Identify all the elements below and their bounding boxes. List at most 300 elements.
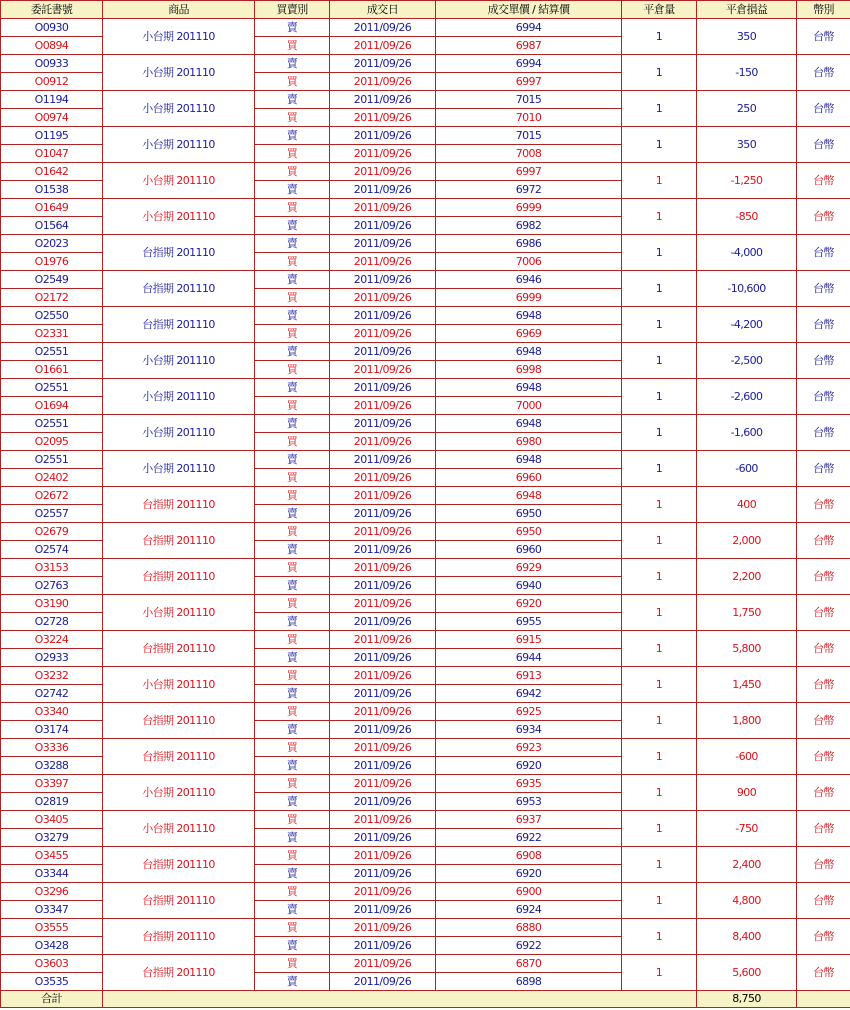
trade-date-cell: 2011/09/26	[330, 325, 436, 343]
product-cell: 小台期 201110	[103, 595, 255, 631]
order-no-cell: O2557	[1, 505, 103, 523]
side-cell: 買	[255, 631, 330, 649]
order-no-cell: O2551	[1, 343, 103, 361]
pnl-cell: -2,600	[697, 379, 797, 415]
side-cell: 賣	[255, 865, 330, 883]
product-cell: 台指期 201110	[103, 919, 255, 955]
order-no-cell: O1642	[1, 163, 103, 181]
pnl-cell: 900	[697, 775, 797, 811]
trade-date-cell: 2011/09/26	[330, 415, 436, 433]
order-no-cell: O3153	[1, 559, 103, 577]
pnl-cell: -4,000	[697, 235, 797, 271]
currency-cell: 台幣	[797, 811, 850, 847]
trade-date-cell: 2011/09/26	[330, 559, 436, 577]
trade-date-cell: 2011/09/26	[330, 937, 436, 955]
price-cell: 6898	[436, 973, 622, 991]
table-row	[1, 703, 850, 721]
table-row	[1, 127, 850, 145]
order-no-cell: O0974	[1, 109, 103, 127]
product-cell: 小台期 201110	[103, 451, 255, 487]
trade-date-cell: 2011/09/26	[330, 973, 436, 991]
table-row	[1, 559, 850, 577]
order-no-cell: O2763	[1, 577, 103, 595]
table-row	[1, 379, 850, 397]
product-cell: 台指期 201110	[103, 487, 255, 523]
currency-cell: 台幣	[797, 127, 850, 163]
side-cell: 買	[255, 361, 330, 379]
qty-cell: 1	[622, 811, 697, 847]
price-cell: 6900	[436, 883, 622, 901]
side-cell: 賣	[255, 451, 330, 469]
side-cell: 賣	[255, 127, 330, 145]
pnl-cell: -2,500	[697, 343, 797, 379]
price-cell: 6922	[436, 937, 622, 955]
trade-date-cell: 2011/09/26	[330, 271, 436, 289]
order-no-cell: O2331	[1, 325, 103, 343]
price-cell: 6998	[436, 361, 622, 379]
table-row	[1, 919, 850, 937]
order-no-cell: O2819	[1, 793, 103, 811]
qty-cell: 1	[622, 883, 697, 919]
price-cell: 6920	[436, 595, 622, 613]
table-row	[1, 91, 850, 109]
qty-cell: 1	[622, 415, 697, 451]
side-cell: 賣	[255, 685, 330, 703]
side-cell: 賣	[255, 577, 330, 595]
product-cell: 台指期 201110	[103, 739, 255, 775]
trade-date-cell: 2011/09/26	[330, 919, 436, 937]
table-row	[1, 595, 850, 613]
price-cell: 6948	[436, 451, 622, 469]
trade-date-cell: 2011/09/26	[330, 145, 436, 163]
trade-date-cell: 2011/09/26	[330, 829, 436, 847]
total-pnl: 8,750	[697, 991, 797, 1008]
side-cell: 買	[255, 199, 330, 217]
table-row	[1, 955, 850, 973]
price-cell: 6923	[436, 739, 622, 757]
currency-cell: 台幣	[797, 19, 850, 55]
pnl-cell: 250	[697, 91, 797, 127]
trade-date-cell: 2011/09/26	[330, 19, 436, 37]
trade-date-cell: 2011/09/26	[330, 667, 436, 685]
order-no-cell: O0930	[1, 19, 103, 37]
price-cell: 6920	[436, 757, 622, 775]
order-no-cell: O2549	[1, 271, 103, 289]
price-cell: 6934	[436, 721, 622, 739]
price-cell: 6994	[436, 55, 622, 73]
side-cell: 買	[255, 73, 330, 91]
side-cell: 買	[255, 739, 330, 757]
trade-date-cell: 2011/09/26	[330, 451, 436, 469]
price-cell: 6935	[436, 775, 622, 793]
price-cell: 7015	[436, 127, 622, 145]
price-cell: 6948	[436, 415, 622, 433]
header-order-no: 委託書號	[1, 1, 103, 19]
pnl-cell: 4,800	[697, 883, 797, 919]
product-cell: 台指期 201110	[103, 703, 255, 739]
price-cell: 6982	[436, 217, 622, 235]
side-cell: 賣	[255, 379, 330, 397]
pnl-cell: -150	[697, 55, 797, 91]
order-no-cell: O3428	[1, 937, 103, 955]
order-no-cell: O2172	[1, 289, 103, 307]
currency-cell: 台幣	[797, 235, 850, 271]
order-no-cell: O2742	[1, 685, 103, 703]
currency-cell: 台幣	[797, 55, 850, 91]
qty-cell: 1	[622, 379, 697, 415]
pnl-cell: -600	[697, 451, 797, 487]
currency-cell: 台幣	[797, 667, 850, 703]
qty-cell: 1	[622, 955, 697, 991]
side-cell: 買	[255, 37, 330, 55]
qty-cell: 1	[622, 163, 697, 199]
header-side: 買賣別	[255, 1, 330, 19]
trade-date-cell: 2011/09/26	[330, 595, 436, 613]
price-cell: 6915	[436, 631, 622, 649]
order-no-cell: O0912	[1, 73, 103, 91]
table-row	[1, 739, 850, 757]
side-cell: 買	[255, 883, 330, 901]
currency-cell: 台幣	[797, 883, 850, 919]
order-no-cell: O2550	[1, 307, 103, 325]
price-cell: 6980	[436, 433, 622, 451]
total-spacer	[103, 991, 697, 1008]
side-cell: 賣	[255, 55, 330, 73]
order-no-cell: O2023	[1, 235, 103, 253]
side-cell: 賣	[255, 757, 330, 775]
product-cell: 小台期 201110	[103, 19, 255, 55]
table-header-row	[1, 1, 850, 19]
trade-date-cell: 2011/09/26	[330, 289, 436, 307]
order-no-cell: O3347	[1, 901, 103, 919]
qty-cell: 1	[622, 487, 697, 523]
currency-cell: 台幣	[797, 703, 850, 739]
qty-cell: 1	[622, 775, 697, 811]
pnl-cell: 1,750	[697, 595, 797, 631]
currency-cell: 台幣	[797, 487, 850, 523]
trade-date-cell: 2011/09/26	[330, 505, 436, 523]
trade-date-cell: 2011/09/26	[330, 955, 436, 973]
side-cell: 賣	[255, 343, 330, 361]
table-row	[1, 235, 850, 253]
price-cell: 6924	[436, 901, 622, 919]
total-currency-spacer	[797, 991, 850, 1008]
currency-cell: 台幣	[797, 163, 850, 199]
trade-date-cell: 2011/09/26	[330, 487, 436, 505]
side-cell: 買	[255, 163, 330, 181]
order-no-cell: O3397	[1, 775, 103, 793]
order-no-cell: O3340	[1, 703, 103, 721]
order-no-cell: O3174	[1, 721, 103, 739]
qty-cell: 1	[622, 847, 697, 883]
price-cell: 6948	[436, 307, 622, 325]
order-no-cell: O2574	[1, 541, 103, 559]
trade-date-cell: 2011/09/26	[330, 199, 436, 217]
price-cell: 6948	[436, 343, 622, 361]
side-cell: 買	[255, 919, 330, 937]
qty-cell: 1	[622, 739, 697, 775]
order-no-cell: O3336	[1, 739, 103, 757]
table-row	[1, 343, 850, 361]
product-cell: 小台期 201110	[103, 379, 255, 415]
trade-date-cell: 2011/09/26	[330, 253, 436, 271]
price-cell: 6925	[436, 703, 622, 721]
pnl-cell: -1,250	[697, 163, 797, 199]
side-cell: 賣	[255, 937, 330, 955]
side-cell: 賣	[255, 235, 330, 253]
side-cell: 買	[255, 775, 330, 793]
product-cell: 小台期 201110	[103, 811, 255, 847]
order-no-cell: O0894	[1, 37, 103, 55]
product-cell: 小台期 201110	[103, 55, 255, 91]
trade-date-cell: 2011/09/26	[330, 397, 436, 415]
order-no-cell: O3344	[1, 865, 103, 883]
qty-cell: 1	[622, 523, 697, 559]
order-no-cell: O1195	[1, 127, 103, 145]
product-cell: 台指期 201110	[103, 235, 255, 271]
price-cell: 7006	[436, 253, 622, 271]
trade-date-cell: 2011/09/26	[330, 721, 436, 739]
header-qty: 平倉量	[622, 1, 697, 19]
trade-date-cell: 2011/09/26	[330, 613, 436, 631]
trade-date-cell: 2011/09/26	[330, 631, 436, 649]
qty-cell: 1	[622, 631, 697, 667]
qty-cell: 1	[622, 91, 697, 127]
qty-cell: 1	[622, 595, 697, 631]
price-cell: 6940	[436, 577, 622, 595]
product-cell: 小台期 201110	[103, 91, 255, 127]
qty-cell: 1	[622, 271, 697, 307]
side-cell: 買	[255, 955, 330, 973]
currency-cell: 台幣	[797, 415, 850, 451]
price-cell: 6944	[436, 649, 622, 667]
price-cell: 6955	[436, 613, 622, 631]
currency-cell: 台幣	[797, 775, 850, 811]
order-no-cell: O3555	[1, 919, 103, 937]
pnl-cell: 5,600	[697, 955, 797, 991]
side-cell: 賣	[255, 19, 330, 37]
trade-date-cell: 2011/09/26	[330, 469, 436, 487]
price-cell: 6999	[436, 199, 622, 217]
side-cell: 賣	[255, 541, 330, 559]
table-row	[1, 811, 850, 829]
product-cell: 台指期 201110	[103, 883, 255, 919]
product-cell: 台指期 201110	[103, 559, 255, 595]
trade-date-cell: 2011/09/26	[330, 739, 436, 757]
table-row	[1, 307, 850, 325]
currency-cell: 台幣	[797, 595, 850, 631]
trade-date-cell: 2011/09/26	[330, 433, 436, 451]
side-cell: 賣	[255, 271, 330, 289]
order-no-cell: O3190	[1, 595, 103, 613]
side-cell: 買	[255, 847, 330, 865]
trade-date-cell: 2011/09/26	[330, 685, 436, 703]
order-no-cell: O2728	[1, 613, 103, 631]
order-no-cell: O1194	[1, 91, 103, 109]
order-no-cell: O1976	[1, 253, 103, 271]
side-cell: 買	[255, 253, 330, 271]
side-cell: 賣	[255, 793, 330, 811]
order-no-cell: O3288	[1, 757, 103, 775]
order-no-cell: O2679	[1, 523, 103, 541]
side-cell: 買	[255, 469, 330, 487]
table-row	[1, 163, 850, 181]
total-label: 合計	[1, 991, 103, 1008]
trade-date-cell: 2011/09/26	[330, 703, 436, 721]
currency-cell: 台幣	[797, 631, 850, 667]
qty-cell: 1	[622, 343, 697, 379]
price-cell: 6948	[436, 487, 622, 505]
trade-date-cell: 2011/09/26	[330, 127, 436, 145]
qty-cell: 1	[622, 307, 697, 343]
trade-date-cell: 2011/09/26	[330, 901, 436, 919]
price-cell: 6913	[436, 667, 622, 685]
table-row	[1, 847, 850, 865]
table-row	[1, 523, 850, 541]
order-no-cell: O2933	[1, 649, 103, 667]
qty-cell: 1	[622, 667, 697, 703]
order-no-cell: O2672	[1, 487, 103, 505]
trade-date-cell: 2011/09/26	[330, 91, 436, 109]
product-cell: 小台期 201110	[103, 343, 255, 379]
side-cell: 賣	[255, 829, 330, 847]
price-cell: 6946	[436, 271, 622, 289]
pnl-cell: 1,800	[697, 703, 797, 739]
price-cell: 6997	[436, 163, 622, 181]
trade-date-cell: 2011/09/26	[330, 307, 436, 325]
order-no-cell: O0933	[1, 55, 103, 73]
trade-date-cell: 2011/09/26	[330, 649, 436, 667]
trade-date-cell: 2011/09/26	[330, 361, 436, 379]
qty-cell: 1	[622, 19, 697, 55]
pnl-cell: -1,600	[697, 415, 797, 451]
price-cell: 6942	[436, 685, 622, 703]
currency-cell: 台幣	[797, 343, 850, 379]
product-cell: 小台期 201110	[103, 127, 255, 163]
table-row	[1, 631, 850, 649]
order-no-cell: O1694	[1, 397, 103, 415]
trade-date-cell: 2011/09/26	[330, 757, 436, 775]
trade-date-cell: 2011/09/26	[330, 793, 436, 811]
order-no-cell: O1564	[1, 217, 103, 235]
pnl-cell: 2,000	[697, 523, 797, 559]
currency-cell: 台幣	[797, 523, 850, 559]
table-row	[1, 775, 850, 793]
price-cell: 7015	[436, 91, 622, 109]
qty-cell: 1	[622, 235, 697, 271]
trade-date-cell: 2011/09/26	[330, 55, 436, 73]
side-cell: 賣	[255, 613, 330, 631]
table-row	[1, 883, 850, 901]
price-cell: 6972	[436, 181, 622, 199]
pnl-cell: 2,400	[697, 847, 797, 883]
trade-date-cell: 2011/09/26	[330, 379, 436, 397]
currency-cell: 台幣	[797, 271, 850, 307]
order-no-cell: O2551	[1, 415, 103, 433]
table-row	[1, 415, 850, 433]
table-row	[1, 451, 850, 469]
trade-date-cell: 2011/09/26	[330, 181, 436, 199]
side-cell: 賣	[255, 901, 330, 919]
order-no-cell: O3279	[1, 829, 103, 847]
table-row	[1, 19, 850, 37]
qty-cell: 1	[622, 559, 697, 595]
header-trade-date: 成交日	[330, 1, 436, 19]
order-no-cell: O3455	[1, 847, 103, 865]
price-cell: 6960	[436, 541, 622, 559]
price-cell: 6997	[436, 73, 622, 91]
currency-cell: 台幣	[797, 307, 850, 343]
side-cell: 賣	[255, 415, 330, 433]
price-cell: 6950	[436, 505, 622, 523]
pnl-cell: -750	[697, 811, 797, 847]
side-cell: 買	[255, 487, 330, 505]
pnl-cell: 2,200	[697, 559, 797, 595]
total-row	[1, 991, 850, 1008]
side-cell: 買	[255, 667, 330, 685]
side-cell: 賣	[255, 91, 330, 109]
price-cell: 6994	[436, 19, 622, 37]
pnl-cell: -850	[697, 199, 797, 235]
side-cell: 買	[255, 523, 330, 541]
currency-cell: 台幣	[797, 955, 850, 991]
order-no-cell: O1661	[1, 361, 103, 379]
trade-date-cell: 2011/09/26	[330, 577, 436, 595]
product-cell: 台指期 201110	[103, 523, 255, 559]
trade-date-cell: 2011/09/26	[330, 235, 436, 253]
order-no-cell: O3535	[1, 973, 103, 991]
qty-cell: 1	[622, 451, 697, 487]
side-cell: 賣	[255, 505, 330, 523]
order-no-cell: O1047	[1, 145, 103, 163]
trade-date-cell: 2011/09/26	[330, 775, 436, 793]
price-cell: 6880	[436, 919, 622, 937]
product-cell: 台指期 201110	[103, 847, 255, 883]
qty-cell: 1	[622, 703, 697, 739]
trade-date-cell: 2011/09/26	[330, 217, 436, 235]
pnl-cell: 5,800	[697, 631, 797, 667]
side-cell: 買	[255, 145, 330, 163]
product-cell: 小台期 201110	[103, 199, 255, 235]
qty-cell: 1	[622, 199, 697, 235]
price-cell: 6987	[436, 37, 622, 55]
trade-date-cell: 2011/09/26	[330, 541, 436, 559]
header-price: 成交單價 / 結算價	[436, 1, 622, 19]
currency-cell: 台幣	[797, 919, 850, 955]
order-no-cell: O3232	[1, 667, 103, 685]
table-row	[1, 199, 850, 217]
side-cell: 賣	[255, 181, 330, 199]
price-cell: 6937	[436, 811, 622, 829]
order-no-cell: O1538	[1, 181, 103, 199]
order-no-cell: O2402	[1, 469, 103, 487]
price-cell: 6920	[436, 865, 622, 883]
side-cell: 賣	[255, 721, 330, 739]
order-no-cell: O3296	[1, 883, 103, 901]
order-no-cell: O3405	[1, 811, 103, 829]
price-cell: 7008	[436, 145, 622, 163]
price-cell: 7000	[436, 397, 622, 415]
price-cell: 6969	[436, 325, 622, 343]
pnl-cell: -4,200	[697, 307, 797, 343]
header-pnl: 平倉損益	[697, 1, 797, 19]
product-cell: 小台期 201110	[103, 667, 255, 703]
header-currency: 幣別	[797, 1, 850, 19]
side-cell: 賣	[255, 217, 330, 235]
price-cell: 7010	[436, 109, 622, 127]
trade-date-cell: 2011/09/26	[330, 343, 436, 361]
price-cell: 6922	[436, 829, 622, 847]
